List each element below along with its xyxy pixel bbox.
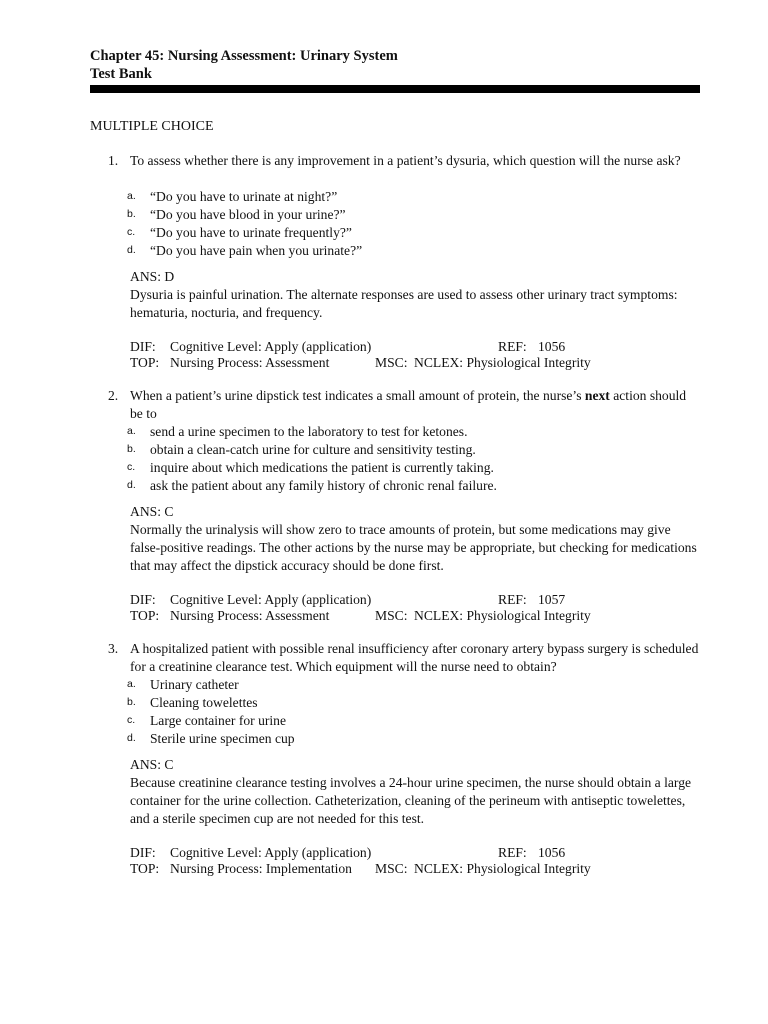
dif-label: DIF:: [130, 592, 156, 607]
top-value: Nursing Process: Assessment: [170, 608, 330, 623]
question-stem: [130, 640, 702, 676]
dif-value: Cognitive Level: Apply (application): [170, 845, 372, 860]
document-header: [90, 47, 700, 83]
test-bank-subtitle: Test Bank: [90, 66, 152, 82]
option-letter: a.: [127, 190, 136, 202]
option-letter: c.: [127, 226, 136, 238]
option-d: [0, 477, 768, 495]
chapter-title: Chapter 45: Nursing Assessment: Urinary System: [90, 48, 398, 64]
question-metadata: [0, 844, 768, 880]
option-a: [0, 188, 768, 206]
rationale: Dysuria is painful urination. The alternate responses are used to assess other urinary tract symptoms: hematuria, nocturia, and frequency.: [130, 287, 678, 320]
top-label: TOP:: [130, 861, 160, 876]
top-value: Nursing Process: Assessment: [170, 355, 330, 370]
option-b: [0, 206, 768, 224]
ref-label: REF:: [498, 845, 527, 860]
answer-key: ANS: C: [130, 757, 174, 772]
msc-label: MSC:: [375, 861, 408, 876]
question-number: 3.: [108, 641, 119, 656]
option-a: [0, 423, 768, 441]
option-letter: b.: [127, 696, 136, 708]
option-text: “Do you have blood in your urine?”: [150, 207, 346, 222]
option-b: [0, 441, 768, 459]
stem-text: When a patient’s urine dipstick test indicates a small amount of protein, the nurse’s: [130, 388, 585, 403]
option-d: [0, 730, 768, 748]
option-a: [0, 676, 768, 694]
stem-text-after: action should be to: [130, 388, 687, 421]
ref-label: REF:: [498, 339, 527, 354]
question-metadata: [0, 338, 768, 374]
ref-value: 1056: [538, 845, 566, 860]
option-letter: c.: [127, 714, 136, 726]
option-b: [0, 694, 768, 712]
option-text: inquire about which medications the patient is currently taking.: [150, 460, 494, 475]
option-d: [0, 242, 768, 260]
option-letter: c.: [127, 461, 136, 473]
dif-value: Cognitive Level: Apply (application): [170, 339, 372, 354]
rationale: Because creatinine clearance testing involves a 24-hour urine specimen, the nurse should obtain a large container for the urine collection. Catheterization, cleaning of the perineum with antiseptic towelettes, and a sterile specimen cup are not needed for this test.: [130, 775, 692, 826]
question-stem: [130, 387, 702, 423]
option-text: Cleaning towelettes: [150, 695, 258, 710]
msc-label: MSC:: [375, 608, 408, 623]
option-c: [0, 224, 768, 242]
msc-value: NCLEX: Physiological Integrity: [414, 355, 591, 370]
stem-emphasis: next: [584, 388, 610, 403]
option-letter: d.: [127, 244, 136, 256]
option-text: ask the patient about any family history of chronic renal failure.: [150, 478, 497, 493]
msc-label: MSC:: [375, 355, 408, 370]
msc-value: NCLEX: Physiological Integrity: [414, 861, 591, 876]
top-label: TOP:: [130, 355, 160, 370]
dif-label: DIF:: [130, 339, 156, 354]
question-number: 1.: [108, 153, 119, 168]
dif-label: DIF:: [130, 845, 156, 860]
option-c: [0, 712, 768, 730]
question-number: 2.: [108, 388, 119, 403]
stem-text: To assess whether there is any improvement in a patient’s dysuria, which question will the nurse ask?: [130, 153, 681, 168]
stem-text: A hospitalized patient with possible renal insufficiency after coronary artery bypass surgery is scheduled for a creatinine clearance test. Which equipment will the nurse need to obtain?: [130, 641, 699, 674]
option-text: send a urine specimen to the laboratory to test for ketones.: [150, 424, 468, 439]
option-letter: a.: [127, 678, 136, 690]
option-letter: b.: [127, 208, 136, 220]
question-metadata: [0, 591, 768, 627]
answer-key: ANS: D: [130, 269, 175, 284]
ref-value: 1056: [538, 339, 566, 354]
section-heading: MULTIPLE CHOICE: [90, 119, 214, 134]
option-letter: b.: [127, 443, 136, 455]
rationale: Normally the urinalysis will show zero to trace amounts of protein, but some medications may give false-positive readings. The other actions by the nurse may be appropriate, but checking for medications that may affect the dipstick accuracy should be done first.: [130, 522, 697, 573]
option-text: “Do you have to urinate at night?”: [150, 189, 338, 204]
question-stem: [130, 152, 702, 170]
option-text: “Do you have to urinate frequently?”: [150, 225, 352, 240]
top-value: Nursing Process: Implementation: [170, 861, 352, 876]
ref-value: 1057: [538, 592, 566, 607]
header-divider: [90, 85, 700, 93]
option-text: Urinary catheter: [150, 677, 239, 692]
msc-value: NCLEX: Physiological Integrity: [414, 608, 591, 623]
option-text: obtain a clean-catch urine for culture and sensitivity testing.: [150, 442, 476, 457]
option-c: [0, 459, 768, 477]
option-letter: d.: [127, 479, 136, 491]
answer-key: ANS: C: [130, 504, 174, 519]
option-text: Large container for urine: [150, 713, 286, 728]
option-letter: d.: [127, 732, 136, 744]
dif-value: Cognitive Level: Apply (application): [170, 592, 372, 607]
option-text: Sterile urine specimen cup: [150, 731, 295, 746]
top-label: TOP:: [130, 608, 160, 623]
option-letter: a.: [127, 425, 136, 437]
option-text: “Do you have pain when you urinate?”: [150, 243, 363, 258]
ref-label: REF:: [498, 592, 527, 607]
